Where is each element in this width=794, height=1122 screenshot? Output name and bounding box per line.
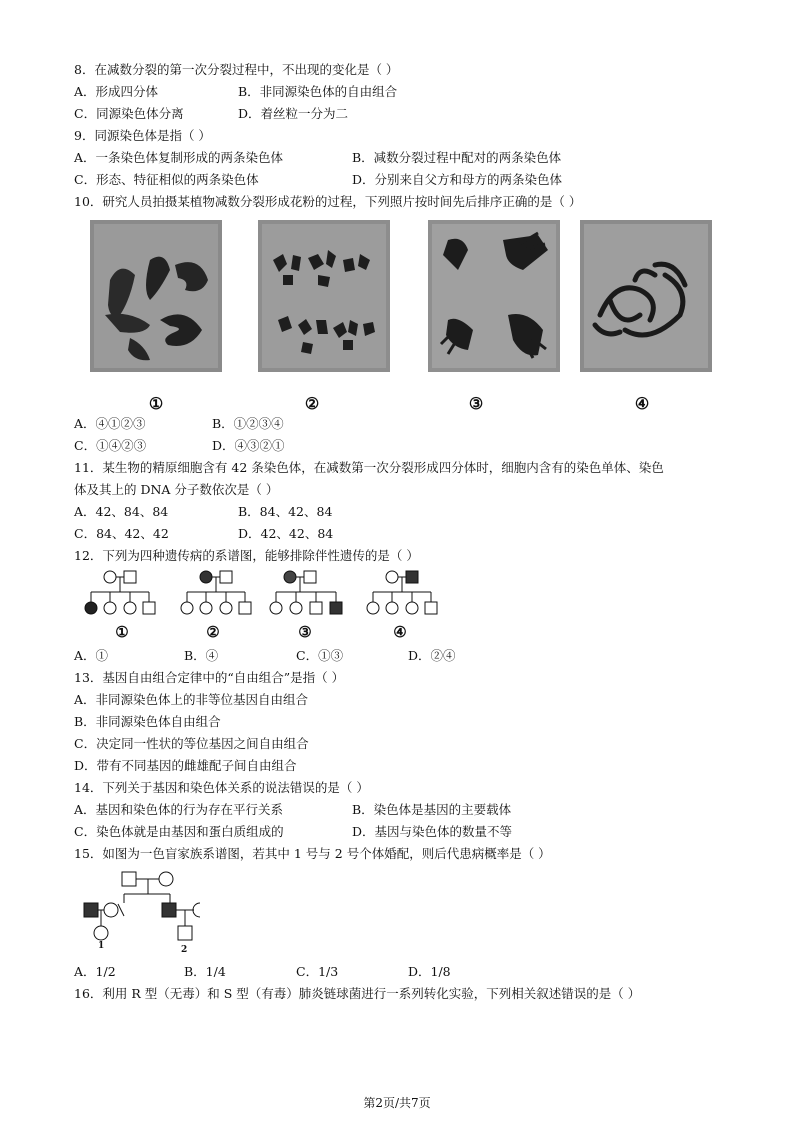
q8-option-c: C．同源染色体分离 xyxy=(74,106,184,121)
q11-option-b: B．84、42、84 xyxy=(238,504,333,519)
pedigree-4-label: ④ xyxy=(393,623,407,641)
micrograph-3 xyxy=(428,220,560,372)
pedigree-1-label: ① xyxy=(115,623,129,641)
q12-stem: 12．下列为四种遗传病的系谱图，能够排除伴性遗传的是（ ） xyxy=(74,548,419,563)
pedigree-3 xyxy=(268,570,346,616)
q8-option-b: B．非同源染色体的自由组合 xyxy=(238,84,398,99)
q15-stem: 15．如图为一色盲家族系谱图，若其中 1 号与 2 号个体婚配，则后代患病概率是（ ） xyxy=(74,846,551,861)
q12-option-b: B．④ xyxy=(184,648,219,663)
q13-option-c: C．决定同一性状的等位基因之间自由组合 xyxy=(74,736,309,751)
micrograph-4-label: ④ xyxy=(634,394,650,413)
pedigree-2-label: ② xyxy=(206,623,220,641)
q10-option-c: C．①④②③ xyxy=(74,438,147,453)
q11-option-c: C．84、42、42 xyxy=(74,526,169,541)
pedigree-1 xyxy=(80,570,158,616)
q14-option-a: A．基因和染色体的行为存在平行关系 xyxy=(74,802,284,817)
q14-option-b: B．染色体是基因的主要载体 xyxy=(352,802,512,817)
q9-option-b: B．减数分裂过程中配对的两条染色体 xyxy=(352,150,562,165)
q15-option-d: D．1/8 xyxy=(408,964,451,979)
q10-stem: 10．研究人员拍摄某植物减数分裂形成花粉的过程，下列照片按时间先后排序正确的是（ ） xyxy=(74,194,582,209)
q8-option-d: D．着丝粒一分为二 xyxy=(238,106,349,121)
q15-option-a: A．1/2 xyxy=(74,964,116,979)
q9-option-a: A．一条染色体复制形成的两条染色体 xyxy=(74,150,284,165)
q15-option-c: C．1/3 xyxy=(296,964,339,979)
individual-2-label: 2 xyxy=(181,945,188,955)
q10-option-a: A．④①②③ xyxy=(74,416,146,431)
q9-stem: 9．同源染色体是指（ ） xyxy=(74,128,211,143)
page-number: 第2页/共7页 xyxy=(363,1096,431,1110)
q13-stem: 13．基因自由组合定律中的“自由组合”是指（ ） xyxy=(74,670,345,685)
q12-option-a: A．① xyxy=(74,648,109,663)
q9-option-d: D．分别来自父方和母方的两条染色体 xyxy=(352,172,563,187)
q12-option-d: D．②④ xyxy=(408,648,456,663)
micrograph-1 xyxy=(90,220,222,372)
q14-option-c: C．染色体就是由基因和蛋白质组成的 xyxy=(74,824,284,839)
q11-option-a: A．42、84、84 xyxy=(74,504,169,519)
q10-option-b: B．①②③④ xyxy=(212,416,284,431)
q12-option-c: C．①③ xyxy=(296,648,344,663)
q13-option-d: D．带有不同基因的雌雄配子间自由组合 xyxy=(74,758,297,773)
q11-stem-continued: 体及其上的 DNA 分子数依次是（ ） xyxy=(74,482,279,497)
q13-option-b: B．非同源染色体自由组合 xyxy=(74,714,221,729)
q8-stem: 8．在减数分裂的第一次分裂过程中，不出现的变化是（ ） xyxy=(74,62,399,77)
pedigree-4 xyxy=(362,570,440,616)
micrograph-2 xyxy=(258,220,390,372)
q16-stem: 16．利用 R 型（无毒）和 S 型（有毒）肺炎链球菌进行一系列转化实验，下列相关叙述错误的是（ ） xyxy=(74,986,641,1001)
pedigree-2 xyxy=(176,570,254,616)
q13-option-a: A．非同源染色体上的非等位基因自由组合 xyxy=(74,692,309,707)
pedigree-3-label: ③ xyxy=(298,623,312,641)
q8-option-a: A．形成四分体 xyxy=(74,84,159,99)
micrograph-2-label: ② xyxy=(304,394,320,413)
micrograph-4 xyxy=(580,220,712,372)
q14-option-d: D．基因与染色体的数量不等 xyxy=(352,824,513,839)
q10-option-d: D．④③②① xyxy=(212,438,285,453)
q15-option-b: B．1/4 xyxy=(184,964,226,979)
q9-option-c: C．形态、特征相似的两条染色体 xyxy=(74,172,259,187)
micrograph-3-label: ③ xyxy=(468,394,484,413)
micrograph-1-label: ① xyxy=(148,394,164,413)
q11-option-d: D．42、42、84 xyxy=(238,526,334,541)
q14-stem: 14．下列关于基因和染色体关系的说法错误的是（ ） xyxy=(74,780,369,795)
q11-stem: 11．某生物的精原细胞含有 42 条染色体，在减数第一次分裂形成四分体时，细胞内含有的染色单体、染色 xyxy=(74,460,664,475)
individual-1-label: 1 xyxy=(98,941,105,951)
